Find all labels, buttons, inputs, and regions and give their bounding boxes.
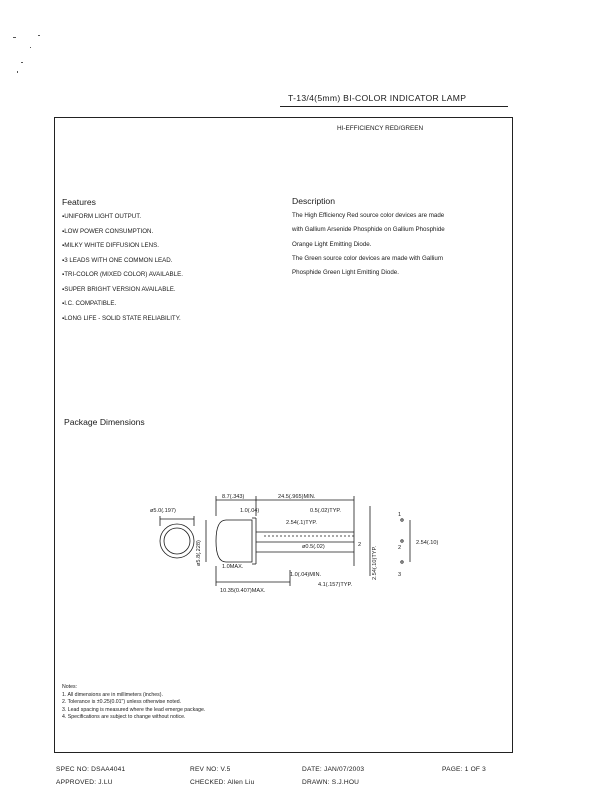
spec-number: SPEC NO: DSAA4041 xyxy=(56,766,126,773)
pin-label-3: 3 xyxy=(398,572,402,578)
dim-pitch: 2.54(.10)TYP. xyxy=(372,545,378,580)
package-dimensions-heading: Package Dimensions xyxy=(64,417,145,427)
note-item: 2. Tolerance is ±0.25(0.01") unless otherwise noted. xyxy=(62,699,182,706)
feature-item: ▪LOW POWER CONSUMPTION. xyxy=(62,227,154,235)
feature-item: ▪3 LEADS WITH ONE COMMON LEAD. xyxy=(62,256,173,264)
description-line: Orange Light Emitting Diode. xyxy=(292,240,372,248)
dim-protrusion: 1.0MAX. xyxy=(222,564,244,570)
dim-body-length: 8.7(.343) xyxy=(222,494,245,500)
notes-heading: Notes: xyxy=(62,684,77,690)
package-drawing xyxy=(140,486,439,598)
dim-total-length: 10.35(0.407)MAX. xyxy=(220,588,266,594)
dim-flange-diameter: ø5.8(.228) xyxy=(196,540,202,566)
document-date: DATE: JAN/07/2003 xyxy=(302,766,365,773)
feature-item: ▪MILKY WHITE DIFFUSION LENS. xyxy=(62,242,159,249)
lamp-front-view xyxy=(160,524,194,558)
dim-lead-diameter: ø0.5(.02) xyxy=(302,544,325,550)
dim-lens-diameter: ø5.0(.197) xyxy=(150,508,176,514)
dim-gap: 4.1(.157)TYP. xyxy=(318,582,353,588)
dim-lead-square: 0.5(.02)TYP. xyxy=(310,508,341,514)
feature-item: ▪I.C. COMPATIBLE. xyxy=(62,300,117,307)
lamp-body-outline xyxy=(216,520,252,562)
feature-item: ▪UNIFORM LIGHT OUTPUT. xyxy=(62,213,142,220)
dim-spacing-typ: 2.54(.1)TYP. xyxy=(286,520,317,526)
features-list xyxy=(62,210,183,326)
pin-label-2: 2 xyxy=(398,545,402,551)
description-line: The High Efficiency Red source color devices are made xyxy=(292,212,445,219)
dim-flange: 1.0(.04) xyxy=(240,508,260,514)
note-item: 1. All dimensions are in millimeters (inches). xyxy=(62,692,163,698)
drawn-by: DRAWN: S.J.HOU xyxy=(302,779,360,786)
pin-label-1: 1 xyxy=(398,512,402,518)
page-number: PAGE: 1 OF 3 xyxy=(442,766,487,773)
features-heading: Features xyxy=(62,197,96,207)
feature-item: ▪LONG LIFE - SOLID STATE RELIABILITY. xyxy=(62,314,181,322)
document-title: T-13/4(5mm) BI-COLOR INDICATOR LAMP xyxy=(288,93,467,103)
note-item: 3. Lead spacing is measured where the lead emerge package. xyxy=(62,706,206,713)
feature-item: ▪SUPER BRIGHT VERSION AVAILABLE. xyxy=(62,285,176,293)
dim-lead-length: 24.5(.965)MIN. xyxy=(278,494,316,500)
color-subtitle: HI-EFFICIENCY RED/GREEN xyxy=(337,125,424,132)
description-heading: Description xyxy=(292,196,335,206)
dim-mid-pin: 2 xyxy=(358,542,362,548)
feature-item: ▪TRI-COLOR (MIXED COLOR) AVAILABLE. xyxy=(62,271,183,278)
description-line: Phosphide Green Light Emitting Diode. xyxy=(292,269,399,277)
note-item: 4. Specifications are subject to change without notice. xyxy=(62,714,186,721)
notes-block xyxy=(62,684,205,722)
revision-number: REV NO: V.5 xyxy=(190,766,231,773)
description-line: with Gallium Arsenide Phosphide on Gallium Phosphide xyxy=(292,226,445,234)
description-line: The Green source color devices are made with Gallium xyxy=(292,254,443,262)
dim-standoff: 1.0(.04)MIN. xyxy=(290,572,322,578)
checked-by: CHECKED: Allen Liu xyxy=(190,779,255,786)
approved-by: APPROVED: J.LU xyxy=(56,779,113,786)
dim-side-spacing: 2.54(.10) xyxy=(416,540,439,546)
description-text xyxy=(292,209,445,280)
title-underline xyxy=(280,106,508,107)
